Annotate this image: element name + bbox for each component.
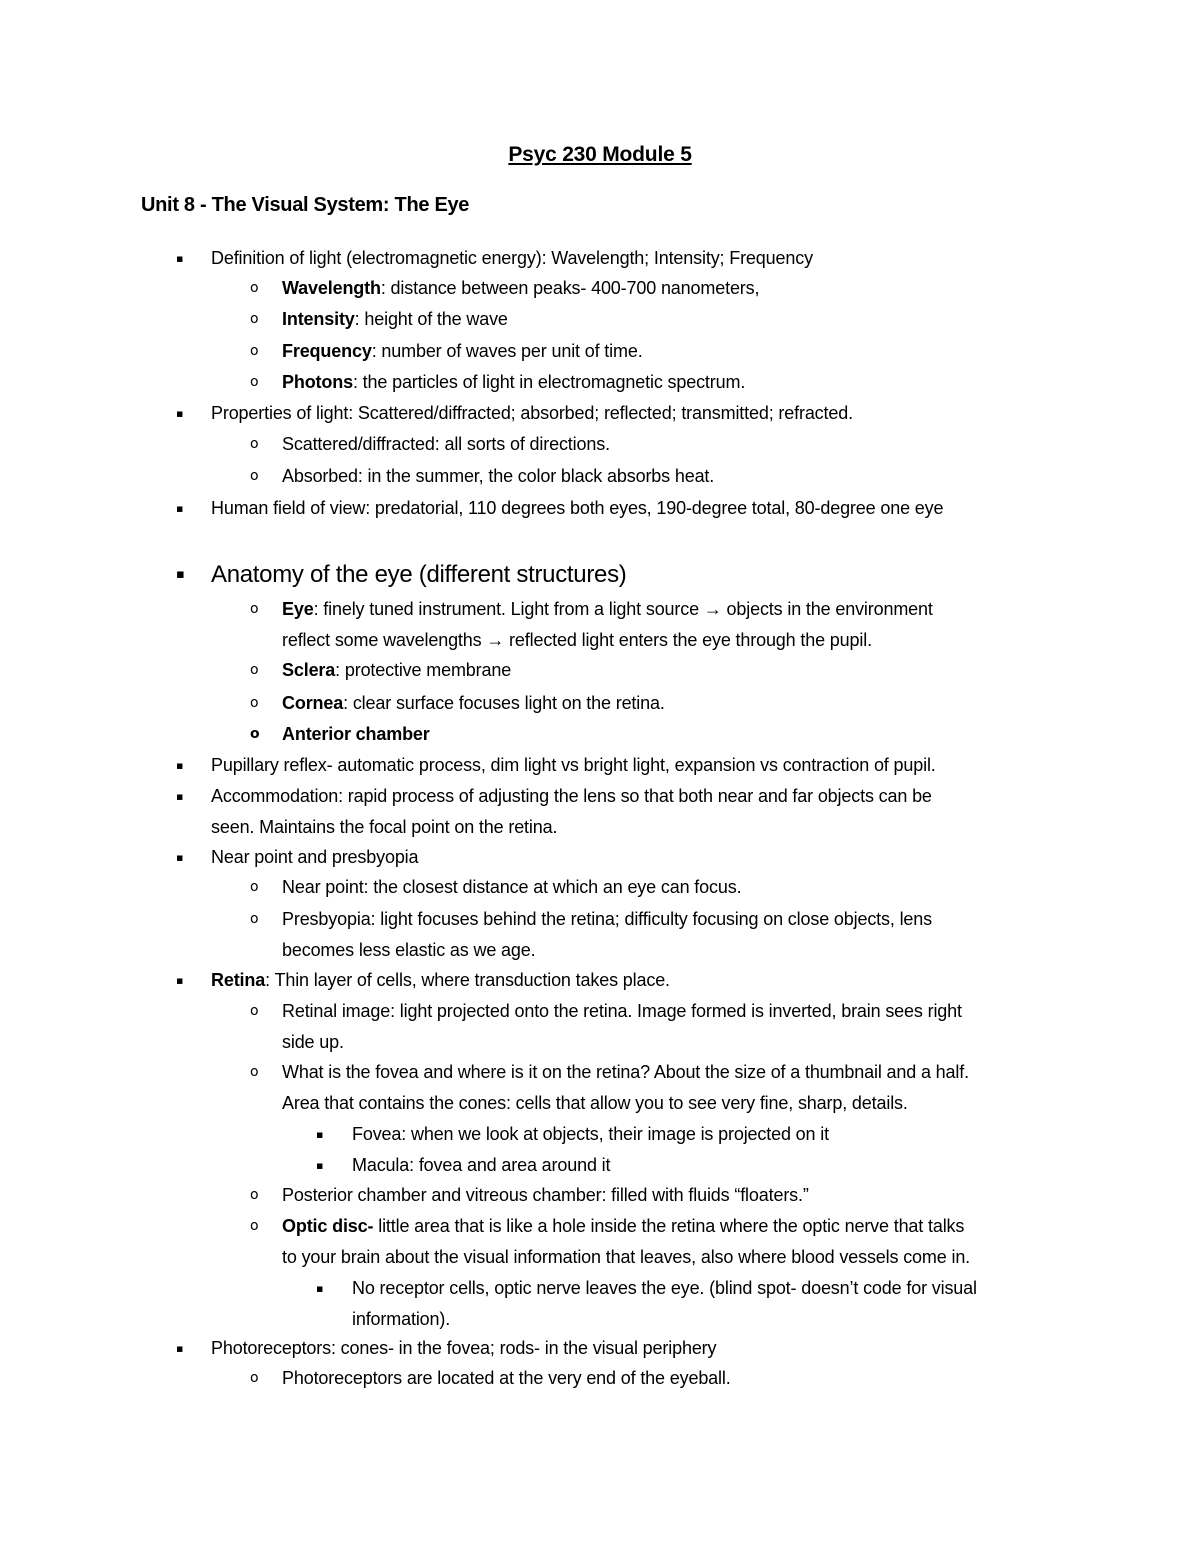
item-text: Retinal image: light projected onto the retina. Image formed is inverted, brain sees right: [282, 1001, 962, 1021]
sub-bullet-item: [250, 304, 508, 335]
sub-sub-bullet-item: [316, 1119, 829, 1150]
item-text: Definition of light (electromagnetic energy): Wavelength; Intensity; Frequency: [211, 248, 813, 268]
square-bullet-icon: ▪: [176, 567, 185, 582]
bullet-item: [176, 842, 419, 873]
item-text: : the particles of light in electromagnetic spectrum.: [352, 372, 746, 392]
circle-bullet-icon: o: [250, 695, 259, 711]
circle-bullet-icon: o: [250, 343, 259, 359]
item-text: What is the fovea and where is it on the retina? About the size of a thumbnail and a half.: [282, 1062, 969, 1082]
sub-bullet-item: [250, 461, 715, 492]
sub-bullet-item: [250, 1211, 971, 1273]
square-bullet-icon: ▪: [176, 1342, 184, 1355]
bullet-item: [176, 398, 853, 429]
sub-bullet-item: [250, 429, 610, 460]
term: Intensity: [282, 309, 355, 329]
item-text: : clear surface focuses light on the retina.: [343, 693, 665, 713]
circle-bullet-icon: o: [250, 1064, 259, 1080]
sub-sub-bullet-item: [316, 1150, 611, 1181]
square-bullet-icon: ▪: [176, 851, 184, 864]
square-bullet-icon: ▪: [176, 790, 184, 803]
bullet-item: [176, 243, 813, 274]
item-text: Anterior chamber: [282, 724, 430, 744]
item-text-continued: seen. Maintains the focal point on the retina.: [211, 817, 558, 837]
item-text: : height of the wave: [354, 309, 508, 329]
sub-bullet-item: [250, 336, 643, 367]
sub-bullet-item: [250, 1363, 731, 1394]
item-text: Accommodation: rapid process of adjusting the lens so that both near and far objects can be: [211, 786, 932, 806]
item-text: Photoreceptors are located at the very end of the eyeball.: [282, 1368, 731, 1388]
circle-bullet-icon: o: [250, 726, 260, 742]
term: Cornea: [282, 693, 344, 713]
bullet-item-heading: [176, 558, 627, 592]
sub-bullet-item: [250, 996, 962, 1058]
item-text: No receptor cells, optic nerve leaves the eye. (blind spot- doesn’t code for visual: [352, 1278, 977, 1298]
circle-bullet-icon: o: [250, 879, 259, 895]
item-text: : finely tuned instrument. Light from a light source → objects in the environment: [313, 599, 933, 619]
item-text: Human field of view: predatorial, 110 degrees both eyes, 190-degree total, 80-degree one eye: [211, 498, 944, 518]
item-text: Posterior chamber and vitreous chamber: filled with fluids “floaters.”: [282, 1185, 809, 1205]
term: Eye: [282, 599, 314, 619]
sub-bullet-item: [250, 1057, 969, 1119]
item-text: Macula: fovea and area around it: [352, 1155, 611, 1175]
item-text: Scattered/diffracted: all sorts of directions.: [282, 434, 610, 454]
sub-bullet-item: [250, 273, 760, 304]
circle-bullet-icon: o: [250, 1370, 259, 1386]
circle-bullet-icon: o: [250, 662, 259, 678]
term: Optic disc-: [282, 1216, 374, 1236]
circle-bullet-icon: o: [250, 436, 259, 452]
bullet-item: [176, 493, 944, 524]
square-bullet-icon: ▪: [176, 759, 184, 772]
item-text: little area that is like a hole inside the retina where the optic nerve that talks: [373, 1216, 965, 1236]
square-bullet-icon: ▪: [316, 1159, 324, 1172]
sub-bullet-item: [250, 655, 512, 686]
bullet-item: [176, 965, 670, 996]
bullet-item: [176, 1333, 717, 1364]
item-text: Near point and presbyopia: [211, 847, 419, 867]
sub-bullet-item: [250, 872, 742, 903]
sub-bullet-item: [250, 688, 665, 719]
sub-bullet-item: [250, 367, 746, 398]
bullet-item: [176, 781, 932, 843]
sub-bullet-item: [250, 719, 430, 750]
item-text: Fovea: when we look at objects, their image is projected on it: [352, 1124, 829, 1144]
item-text-continued: reflect some wavelengths → reflected light enters the eye through the pupil.: [282, 630, 872, 650]
circle-bullet-icon: o: [250, 311, 259, 327]
unit-heading: Unit 8 - The Visual System: The Eye: [141, 194, 470, 216]
sub-bullet-item: [250, 904, 933, 966]
item-text-continued: side up.: [282, 1032, 344, 1052]
page-title: Psyc 230 Module 5: [508, 143, 692, 166]
item-text: : protective membrane: [335, 660, 512, 680]
square-bullet-icon: ▪: [176, 407, 184, 420]
item-text: Properties of light: Scattered/diffracted; absorbed; reflected; transmitted; refracted.: [211, 403, 853, 423]
square-bullet-icon: ▪: [176, 252, 184, 265]
square-bullet-icon: ▪: [316, 1282, 324, 1295]
circle-bullet-icon: o: [250, 1187, 259, 1203]
circle-bullet-icon: o: [250, 1003, 259, 1019]
circle-bullet-icon: o: [250, 601, 259, 617]
term: Frequency: [282, 341, 372, 361]
term: Sclera: [282, 660, 336, 680]
circle-bullet-icon: o: [250, 911, 259, 927]
item-text-continued: information).: [352, 1309, 451, 1329]
square-bullet-icon: ▪: [176, 502, 184, 515]
term: Retina: [211, 970, 266, 990]
item-text: Presbyopia: light focuses behind the retina; difficulty focusing on close objects, lens: [282, 909, 933, 929]
circle-bullet-icon: o: [250, 468, 259, 484]
item-text: Near point: the closest distance at which an eye can focus.: [282, 877, 742, 897]
circle-bullet-icon: o: [250, 280, 259, 296]
item-text: Photoreceptors: cones- in the fovea; rods- in the visual periphery: [211, 1338, 717, 1358]
item-text: Anatomy of the eye (different structures): [211, 561, 627, 588]
term: Wavelength: [282, 278, 381, 298]
square-bullet-icon: ▪: [316, 1128, 324, 1141]
item-text: : number of waves per unit of time.: [371, 341, 643, 361]
sub-sub-bullet-item: [316, 1273, 977, 1335]
item-text: : distance between peaks- 400-700 nanometers,: [380, 278, 760, 298]
term: Photons: [282, 372, 353, 392]
item-text-continued: to your brain about the visual information that leaves, also where blood vessels come in.: [282, 1247, 971, 1267]
item-text-continued: becomes less elastic as we age.: [282, 940, 536, 960]
item-text-continued: Area that contains the cones: cells that allow you to see very fine, sharp, details.: [282, 1093, 908, 1113]
square-bullet-icon: ▪: [176, 974, 184, 987]
circle-bullet-icon: o: [250, 1218, 259, 1234]
circle-bullet-icon: o: [250, 374, 259, 390]
item-text: Absorbed: in the summer, the color black absorbs heat.: [282, 466, 715, 486]
item-text: : Thin layer of cells, where transduction takes place.: [265, 970, 670, 990]
item-text: Pupillary reflex- automatic process, dim light vs bright light, expansion vs contraction of pupil.: [211, 755, 936, 775]
sub-bullet-item: [250, 1180, 809, 1211]
bullet-item: [176, 750, 936, 781]
sub-bullet-item: [250, 594, 933, 656]
